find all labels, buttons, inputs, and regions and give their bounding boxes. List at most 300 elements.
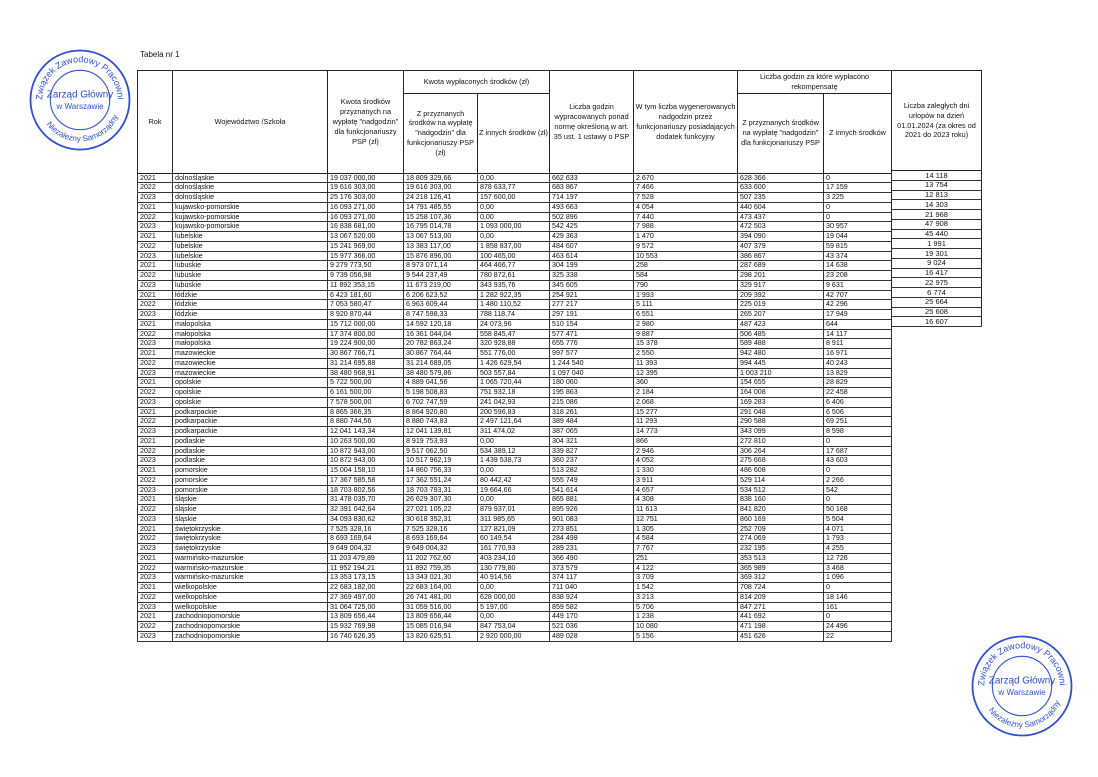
hours-cell: 297 191 <box>550 310 634 320</box>
comp-allocated-cell: 394 090 <box>738 232 824 242</box>
hours-cell: 304 199 <box>550 261 634 271</box>
table-row <box>138 612 892 622</box>
comp-other-cell: 0 <box>824 436 892 446</box>
paid-other-cell: 60 149,54 <box>478 534 550 544</box>
hours-cell: 521 036 <box>550 622 634 632</box>
comp-other-cell: 161 <box>824 602 892 612</box>
region-cell: śląskie <box>173 514 328 524</box>
functional-hours-cell: 2 550 <box>634 349 738 359</box>
paid-other-cell: 0,00 <box>478 583 550 593</box>
paid-other-cell: 40 914,56 <box>478 573 550 583</box>
hours-cell: 360 237 <box>550 456 634 466</box>
overdue-days-cell: 25 608 <box>892 307 982 317</box>
table-row <box>138 534 892 544</box>
region-cell: małopolska <box>173 339 328 349</box>
functional-hours-cell: 4 657 <box>634 485 738 495</box>
table-row <box>138 241 892 251</box>
table-row <box>138 622 892 632</box>
comp-allocated-cell: 472 503 <box>738 222 824 232</box>
paid-allocated-cell: 19 616 303,00 <box>404 183 478 193</box>
region-cell: kujawsko-pomorskie <box>173 202 328 212</box>
paid-allocated-cell: 16 795 014,78 <box>404 222 478 232</box>
allocated-cell: 8 920 870,44 <box>328 310 404 320</box>
paid-allocated-cell: 31 059 516,00 <box>404 602 478 612</box>
hours-cell: 997 577 <box>550 349 634 359</box>
paid-allocated-cell: 6 206 623,52 <box>404 290 478 300</box>
year-cell: 2022 <box>138 329 173 339</box>
comp-other-cell: 0 <box>824 212 892 222</box>
paid-other-cell: 0,00 <box>478 612 550 622</box>
year-cell: 2023 <box>138 280 173 290</box>
comp-other-cell: 17 949 <box>824 310 892 320</box>
comp-other-cell: 4 255 <box>824 544 892 554</box>
functional-hours-cell: 7 466 <box>634 183 738 193</box>
comp-allocated-cell: 232 195 <box>738 544 824 554</box>
paid-other-cell: 100 465,00 <box>478 251 550 261</box>
functional-hours-cell: 2 068 <box>634 397 738 407</box>
allocated-cell: 34 093 830,62 <box>328 514 404 524</box>
functional-hours-cell: 7 988 <box>634 222 738 232</box>
header-liczba-godzin: Liczba godzin wypracowanych ponad normę określoną w art. 35 ust. 1 ustawy o PSP <box>550 71 634 174</box>
year-cell: 2022 <box>138 592 173 602</box>
comp-other-cell: 13 829 <box>824 368 892 378</box>
paid-other-cell: 343 935,76 <box>478 280 550 290</box>
hours-cell: 859 582 <box>550 602 634 612</box>
paid-other-cell: 878 633,77 <box>478 183 550 193</box>
comp-allocated-cell: 440 604 <box>738 202 824 212</box>
table-row <box>138 290 892 300</box>
header-z-przyznanych: Z przyznanych środków na wypłatę "nadgodzin" dla funkcjonariuszy PSP (zł) <box>404 93 478 173</box>
region-cell: kujawsko-pomorskie <box>173 212 328 222</box>
paid-other-cell: 1 439 538,73 <box>478 456 550 466</box>
table-row <box>138 456 892 466</box>
comp-allocated-cell: 838 160 <box>738 495 824 505</box>
paid-allocated-cell: 20 782 863,24 <box>404 339 478 349</box>
paid-other-cell: 200 596,83 <box>478 407 550 417</box>
paid-allocated-cell: 4 889 041,56 <box>404 378 478 388</box>
region-cell: opolskie <box>173 388 328 398</box>
comp-other-cell: 30 957 <box>824 222 892 232</box>
hours-cell: 449 170 <box>550 612 634 622</box>
region-cell: świętokrzyskie <box>173 544 328 554</box>
functional-hours-cell: 866 <box>634 436 738 446</box>
paid-other-cell: 534 389,12 <box>478 446 550 456</box>
header-w-tym: W tym liczba wygenerowanych nadgodzin przez funkcjonariuszy posiadających dodatek funkcyjny <box>634 71 738 174</box>
year-cell: 2023 <box>138 573 173 583</box>
table-row <box>138 573 892 583</box>
region-cell: podlaskie <box>173 446 328 456</box>
allocated-cell: 17 367 585,58 <box>328 475 404 485</box>
stamp-right-ring-bottom: Niezależny Samorządny <box>986 699 1062 730</box>
functional-hours-cell: 3 911 <box>634 475 738 485</box>
paid-other-cell: 1 093 000,00 <box>478 222 550 232</box>
year-cell: 2023 <box>138 251 173 261</box>
header-kwota-przyznanych: Kwota środków przyznanych na wypłatę "nadgodzin" dla funkcjonariuszy PSP (zł) <box>328 71 404 174</box>
hours-cell: 542 425 <box>550 222 634 232</box>
hours-cell: 215 086 <box>550 397 634 407</box>
comp-allocated-cell: 386 867 <box>738 251 824 261</box>
year-cell: 2022 <box>138 183 173 193</box>
hours-cell: 484 607 <box>550 241 634 251</box>
allocated-cell: 32 391 042,64 <box>328 505 404 515</box>
functional-hours-cell: 4 122 <box>634 563 738 573</box>
year-cell: 2021 <box>138 553 173 563</box>
allocated-cell: 19 224 900,00 <box>328 339 404 349</box>
union-stamp-icon <box>26 46 134 154</box>
region-cell: mazowieckie <box>173 358 328 368</box>
hours-cell: 304 321 <box>550 436 634 446</box>
table-row <box>138 300 892 310</box>
table-row <box>138 602 892 612</box>
allocated-cell: 19 037 000,00 <box>328 173 404 183</box>
year-cell: 2021 <box>138 261 173 271</box>
overdue-days-cell: 13 754 <box>892 180 982 190</box>
functional-hours-cell: 7 528 <box>634 193 738 203</box>
allocated-cell: 16 838 681,00 <box>328 222 404 232</box>
allocated-cell: 12 041 143,34 <box>328 427 404 437</box>
region-cell: lubuskie <box>173 261 328 271</box>
functional-hours-cell: 10 080 <box>634 622 738 632</box>
year-cell: 2023 <box>138 193 173 203</box>
paid-allocated-cell: 11 892 759,35 <box>404 563 478 573</box>
paid-other-cell: 0,00 <box>478 212 550 222</box>
functional-hours-cell: 12 751 <box>634 514 738 524</box>
year-cell: 2021 <box>138 202 173 212</box>
comp-allocated-cell: 407 379 <box>738 241 824 251</box>
table-row <box>138 407 892 417</box>
year-cell: 2022 <box>138 475 173 485</box>
table-row <box>138 202 892 212</box>
hours-cell: 273 851 <box>550 524 634 534</box>
comp-other-cell: 17 159 <box>824 183 892 193</box>
paid-other-cell: 1 426 629,54 <box>478 358 550 368</box>
year-cell: 2023 <box>138 222 173 232</box>
union-stamp-icon <box>968 632 1076 740</box>
paid-allocated-cell: 7 525 328,16 <box>404 524 478 534</box>
hours-cell: 502 896 <box>550 212 634 222</box>
functional-hours-cell: 5 111 <box>634 300 738 310</box>
functional-hours-cell: 11 393 <box>634 358 738 368</box>
allocated-cell: 31 214 695,88 <box>328 358 404 368</box>
comp-other-cell: 50 168 <box>824 505 892 515</box>
paid-allocated-cell: 31 214 689,05 <box>404 358 478 368</box>
paid-other-cell: 628 000,00 <box>478 592 550 602</box>
table-row <box>138 495 892 505</box>
region-cell: łódzkie <box>173 310 328 320</box>
year-cell: 2022 <box>138 622 173 632</box>
year-cell: 2021 <box>138 290 173 300</box>
paid-allocated-cell: 5 198 508,83 <box>404 388 478 398</box>
paid-allocated-cell: 13 343 021,30 <box>404 573 478 583</box>
year-cell: 2021 <box>138 583 173 593</box>
functional-hours-cell: 1 542 <box>634 583 738 593</box>
comp-allocated-cell: 506 485 <box>738 329 824 339</box>
region-cell: zachodniopomorskie <box>173 622 328 632</box>
year-cell: 2021 <box>138 612 173 622</box>
hours-cell: 254 921 <box>550 290 634 300</box>
region-cell: warmińsko-mazurskie <box>173 573 328 583</box>
year-cell: 2023 <box>138 339 173 349</box>
hours-cell: 289 231 <box>550 544 634 554</box>
hours-cell: 345 605 <box>550 280 634 290</box>
hours-cell: 662 633 <box>550 173 634 183</box>
comp-allocated-cell: 329 917 <box>738 280 824 290</box>
hours-cell: 180 060 <box>550 378 634 388</box>
year-cell: 2021 <box>138 319 173 329</box>
paid-other-cell: 847 753,04 <box>478 622 550 632</box>
comp-allocated-cell: 164 008 <box>738 388 824 398</box>
paid-allocated-cell: 38 480 579,86 <box>404 368 478 378</box>
functional-hours-cell: 3 709 <box>634 573 738 583</box>
table-row <box>138 524 892 534</box>
allocated-cell: 15 932 769,98 <box>328 622 404 632</box>
paid-allocated-cell: 8 919 753,93 <box>404 436 478 446</box>
comp-other-cell: 8 911 <box>824 339 892 349</box>
region-cell: pomorskie <box>173 466 328 476</box>
comp-other-cell: 5 504 <box>824 514 892 524</box>
region-cell: śląskie <box>173 495 328 505</box>
year-cell: 2023 <box>138 397 173 407</box>
table-row <box>138 388 892 398</box>
comp-other-cell: 0 <box>824 495 892 505</box>
allocated-cell: 27 369 497,00 <box>328 592 404 602</box>
region-cell: wielkopolskie <box>173 592 328 602</box>
hours-cell: 284 499 <box>550 534 634 544</box>
functional-hours-cell: 3 213 <box>634 592 738 602</box>
paid-allocated-cell: 18 809 329,66 <box>404 173 478 183</box>
hours-cell: 318 261 <box>550 407 634 417</box>
paid-allocated-cell: 17 362 551,24 <box>404 475 478 485</box>
comp-other-cell: 16 971 <box>824 349 892 359</box>
overdue-days-cell: 22 975 <box>892 278 982 288</box>
year-cell: 2023 <box>138 485 173 495</box>
paid-allocated-cell: 8 880 743,83 <box>404 417 478 427</box>
hours-cell: 387 065 <box>550 427 634 437</box>
region-cell: dolnośląskie <box>173 183 328 193</box>
hours-cell: 339 827 <box>550 446 634 456</box>
paid-allocated-cell: 9 649 004,32 <box>404 544 478 554</box>
paid-allocated-cell: 14 592 120,18 <box>404 319 478 329</box>
paid-other-cell: 24 073,96 <box>478 319 550 329</box>
functional-hours-cell: 12 395 <box>634 368 738 378</box>
paid-allocated-cell: 8 693 169,64 <box>404 534 478 544</box>
region-cell: zachodniopomorskie <box>173 631 328 641</box>
comp-other-cell: 43 603 <box>824 456 892 466</box>
table-row <box>138 329 892 339</box>
comp-allocated-cell: 306 264 <box>738 446 824 456</box>
comp-allocated-cell: 529 114 <box>738 475 824 485</box>
comp-allocated-cell: 486 608 <box>738 466 824 476</box>
table-row <box>138 339 892 349</box>
table-row <box>138 485 892 495</box>
table-row <box>138 193 892 203</box>
year-cell: 2021 <box>138 349 173 359</box>
paid-other-cell: 5 197,00 <box>478 602 550 612</box>
functional-hours-cell: 4 308 <box>634 495 738 505</box>
allocated-cell: 10 263 500,00 <box>328 436 404 446</box>
paid-other-cell: 311 474,02 <box>478 427 550 437</box>
paid-other-cell: 0,00 <box>478 173 550 183</box>
table-row <box>138 514 892 524</box>
overdue-days-cell: 14 303 <box>892 200 982 210</box>
header-rok: Rok <box>138 71 173 174</box>
table-row <box>138 417 892 427</box>
paid-other-cell: 788 118,74 <box>478 310 550 320</box>
region-cell: kujawsko-pomorskie <box>173 222 328 232</box>
functional-hours-cell: 7 767 <box>634 544 738 554</box>
paid-allocated-cell: 8 864 920,80 <box>404 407 478 417</box>
functional-hours-cell: 5 156 <box>634 631 738 641</box>
comp-other-cell: 40 243 <box>824 358 892 368</box>
year-cell: 2022 <box>138 534 173 544</box>
paid-allocated-cell: 22 683 164,00 <box>404 583 478 593</box>
paid-allocated-cell: 27 021 105,22 <box>404 505 478 515</box>
functional-hours-cell: 2 946 <box>634 446 738 456</box>
comp-other-cell: 42 707 <box>824 290 892 300</box>
comp-allocated-cell: 290 588 <box>738 417 824 427</box>
table-row <box>138 427 892 437</box>
overdue-days-cell: 45 440 <box>892 229 982 239</box>
allocated-cell: 15 241 969,00 <box>328 241 404 251</box>
functional-hours-cell: 4 584 <box>634 534 738 544</box>
allocated-cell: 10 872 943,00 <box>328 456 404 466</box>
hours-cell: 577 471 <box>550 329 634 339</box>
table-row <box>138 592 892 602</box>
table-row <box>138 368 892 378</box>
header-zalegle: Liczba zaległych dni urlopów na dzień 01.01.2024 (za okres od 2021 do 2023 roku) <box>892 71 982 171</box>
region-cell: podlaskie <box>173 456 328 466</box>
year-cell: 2023 <box>138 631 173 641</box>
year-cell: 2023 <box>138 427 173 437</box>
comp-other-cell: 43 374 <box>824 251 892 261</box>
comp-allocated-cell: 847 271 <box>738 602 824 612</box>
region-cell: mazowieckie <box>173 368 328 378</box>
paid-allocated-cell: 11 673 219,00 <box>404 280 478 290</box>
region-cell: świętokrzyskie <box>173 534 328 544</box>
hours-cell: 489 028 <box>550 631 634 641</box>
header-z-innych: Z innych środków (zł) <box>478 93 550 173</box>
year-cell: 2023 <box>138 456 173 466</box>
comp-allocated-cell: 369 312 <box>738 573 824 583</box>
year-cell: 2022 <box>138 271 173 281</box>
year-cell: 2022 <box>138 388 173 398</box>
hours-cell: 541 614 <box>550 485 634 495</box>
comp-other-cell: 3 468 <box>824 563 892 573</box>
comp-allocated-cell: 365 989 <box>738 563 824 573</box>
overdue-days-cell: 9 024 <box>892 258 982 268</box>
comp-allocated-cell: 942 480 <box>738 349 824 359</box>
region-cell: świętokrzyskie <box>173 524 328 534</box>
allocated-cell: 13 809 656,44 <box>328 612 404 622</box>
region-cell: warmińsko-mazurskie <box>173 563 328 573</box>
region-cell: wielkopolskie <box>173 602 328 612</box>
functional-hours-cell: 7 440 <box>634 212 738 222</box>
paid-other-cell: 503 557,84 <box>478 368 550 378</box>
functional-hours-cell: 2 184 <box>634 388 738 398</box>
comp-other-cell: 12 726 <box>824 553 892 563</box>
paid-allocated-cell: 12 041 139,81 <box>404 427 478 437</box>
comp-other-cell: 0 <box>824 612 892 622</box>
hours-cell: 463 614 <box>550 251 634 261</box>
paid-other-cell: 751 932,18 <box>478 388 550 398</box>
functional-hours-cell: 15 277 <box>634 407 738 417</box>
paid-allocated-cell: 26 629 307,30 <box>404 495 478 505</box>
comp-other-cell: 28 829 <box>824 378 892 388</box>
comp-allocated-cell: 589 488 <box>738 339 824 349</box>
region-cell: wielkopolskie <box>173 583 328 593</box>
allocated-cell: 16 093 271,00 <box>328 202 404 212</box>
table-row <box>138 251 892 261</box>
comp-other-cell: 1 793 <box>824 534 892 544</box>
paid-other-cell: 0,00 <box>478 495 550 505</box>
region-cell: opolskie <box>173 378 328 388</box>
table-row <box>138 378 892 388</box>
hours-cell: 683 867 <box>550 183 634 193</box>
stamp-right-ring-top: Związek Zawodowy Pracowni <box>976 640 1068 687</box>
comp-allocated-cell: 507 235 <box>738 193 824 203</box>
comp-allocated-cell: 451 626 <box>738 631 824 641</box>
table-row <box>138 271 892 281</box>
year-cell: 2022 <box>138 563 173 573</box>
overdue-column <box>891 70 982 327</box>
comp-allocated-cell: 628 366 <box>738 173 824 183</box>
region-cell: lubelskie <box>173 241 328 251</box>
table-row <box>138 173 892 183</box>
hours-cell: 1 244 540 <box>550 358 634 368</box>
allocated-cell: 16 093 271,00 <box>328 212 404 222</box>
hours-cell: 895 926 <box>550 505 634 515</box>
region-cell: lubuskie <box>173 280 328 290</box>
region-cell: dolnośląskie <box>173 173 328 183</box>
comp-other-cell: 1 096 <box>824 573 892 583</box>
paid-allocated-cell: 24 218 126,41 <box>404 193 478 203</box>
region-cell: podkarpackie <box>173 407 328 417</box>
paid-allocated-cell: 9 517 062,50 <box>404 446 478 456</box>
allocated-cell: 9 739 056,98 <box>328 271 404 281</box>
allocated-cell: 6 423 181,60 <box>328 290 404 300</box>
paid-other-cell: 241 042,93 <box>478 397 550 407</box>
stamp-right <box>968 632 1076 740</box>
paid-other-cell: 780 872,61 <box>478 271 550 281</box>
allocated-cell: 15 004 158,10 <box>328 466 404 476</box>
functional-hours-cell: 4 054 <box>634 202 738 212</box>
year-cell: 2021 <box>138 436 173 446</box>
paid-allocated-cell: 13 383 117,00 <box>404 241 478 251</box>
allocated-cell: 7 525 328,16 <box>328 524 404 534</box>
year-cell: 2022 <box>138 417 173 427</box>
paid-allocated-cell: 8 747 598,33 <box>404 310 478 320</box>
stamp-left-center2: w Warszawie <box>56 102 104 112</box>
allocated-cell: 13 353 173,15 <box>328 573 404 583</box>
allocated-cell: 8 865 366,35 <box>328 407 404 417</box>
year-cell: 2022 <box>138 300 173 310</box>
comp-other-cell: 3 225 <box>824 193 892 203</box>
year-cell: 2021 <box>138 173 173 183</box>
header-kwota-wyplaconych: Kwota wypłaconych środków (zł) <box>404 71 550 94</box>
hours-cell: 711 040 <box>550 583 634 593</box>
allocated-cell: 18 703 802,56 <box>328 485 404 495</box>
stamp-right-center2: w Warszawie <box>998 688 1046 697</box>
comp-allocated-cell: 225 019 <box>738 300 824 310</box>
overdue-days-cell: 19 301 <box>892 249 982 259</box>
table-row <box>138 583 892 593</box>
year-cell: 2023 <box>138 544 173 554</box>
paid-allocated-cell: 18 703 793,31 <box>404 485 478 495</box>
comp-allocated-cell: 841 820 <box>738 505 824 515</box>
functional-hours-cell: 11 613 <box>634 505 738 515</box>
functional-hours-cell: 584 <box>634 271 738 281</box>
comp-other-cell: 22 <box>824 631 892 641</box>
